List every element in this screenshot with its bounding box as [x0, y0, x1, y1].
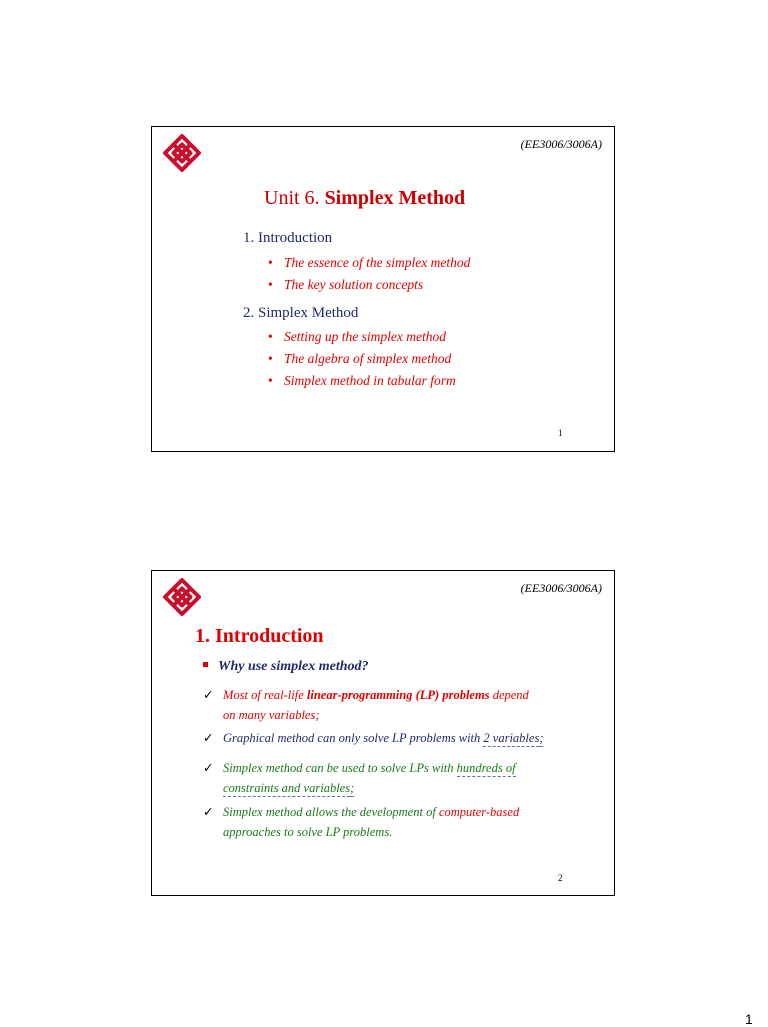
page-number: 1	[745, 1011, 753, 1027]
course-code: (EE3006/3006A)	[520, 581, 602, 595]
slide-page-number: 2	[558, 873, 563, 883]
university-logo-icon	[162, 577, 202, 617]
university-logo-icon	[162, 133, 202, 173]
checklist-item: ✓ Graphical method can only solve LP problems with 2 variables;	[203, 728, 543, 748]
list-item: • The algebra of simplex method	[268, 351, 452, 366]
checklist-item: ✓ Simplex method can be used to solve LPs with hundreds of constraints and variables;	[203, 758, 516, 798]
slide-2	[151, 570, 615, 896]
list-item: • Simplex method in tabular form	[268, 373, 456, 388]
title-prefix: Unit 6.	[264, 187, 320, 209]
checkmark-icon: ✓	[203, 688, 214, 702]
slide-title: 1. Introduction	[195, 625, 324, 647]
slide-title	[264, 187, 465, 210]
title-bold: Simplex Method	[324, 187, 466, 209]
checkmark-icon: ✓	[203, 805, 214, 819]
list-item: • The key solution concepts	[268, 277, 424, 292]
slide-1	[151, 126, 615, 452]
checklist-item: ✓ Most of real-life linear-programming (LP) problems depend on many variables;	[203, 685, 529, 725]
list-item: • The essence of the simplex method	[268, 255, 471, 270]
section-heading-simplex-method: 2. Simplex Method	[243, 305, 359, 321]
list-item: • Setting up the simplex method	[268, 329, 446, 344]
checkmark-icon: ✓	[203, 731, 214, 745]
checklist-item: ✓ Simplex method allows the development of computer-based approaches to solve LP problems.	[203, 802, 519, 842]
square-bullet-icon	[203, 662, 208, 667]
slide-page-number: 1	[558, 428, 563, 438]
checkmark-icon: ✓	[203, 761, 214, 775]
section-heading-introduction: 1. Introduction	[243, 230, 333, 246]
question-heading: Why use simplex method?	[203, 659, 369, 675]
course-code: (EE3006/3006A)	[520, 137, 602, 151]
